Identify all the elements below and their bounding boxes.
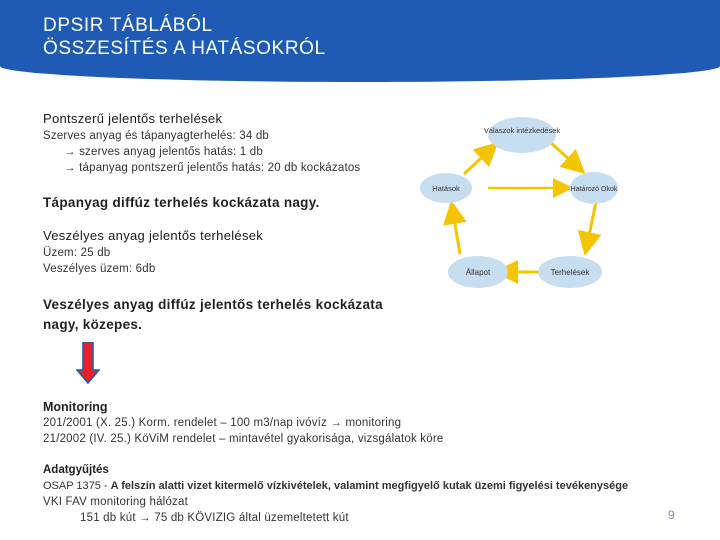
- section-point-loads-heading: Pontszerű jelentős terhelések: [43, 111, 223, 126]
- section-point-loads-line1: Szerves anyag és tápanyagterhelés: 34 db: [43, 130, 270, 142]
- page-number: 9: [668, 508, 675, 522]
- section-hazardous-line1: Üzem: 25 db: [43, 247, 111, 259]
- right-arrow-icon: →: [139, 512, 151, 524]
- title-line-1: DPSIR TÁBLÁBÓL: [43, 15, 213, 36]
- page-title: [43, 14, 326, 60]
- right-arrow-icon: →: [330, 417, 343, 429]
- diagram-node-responses: [488, 117, 556, 153]
- statement-hazardous-risk-line1: Veszélyes anyag diffúz jelentős terhelés kockázata: [43, 297, 383, 312]
- section-point-loads-line2-text: szerves anyag jelentős hatás: 1 db: [79, 146, 263, 158]
- diagram-label-impacts: Hatások: [432, 184, 460, 193]
- dpsir-diagram: [418, 110, 618, 295]
- right-arrow-icon: →: [64, 146, 76, 158]
- data-collection-line1-bold: A felszín alatti vizet kitermelő vízkivételek, valamint megfigyelő kutak üzemi figyelési tevékenysége: [110, 480, 629, 492]
- data-collection-line1-prefix: OSAP 1375 -: [43, 480, 111, 492]
- diagram-arrow: [464, 146, 494, 174]
- diagram-arrow: [586, 202, 596, 250]
- section-hazardous-heading: Veszélyes anyag jelentős terhelések: [43, 228, 264, 243]
- diagram-label-drivers: Határozó Okok: [570, 186, 618, 193]
- diagram-label-responses: Válaszok intézkedések: [483, 126, 561, 135]
- data-collection-heading: Adatgyűjtés: [43, 464, 109, 476]
- monitoring-line1-tail: monitoring: [345, 417, 402, 429]
- monitoring-line2: 21/2002 (IV. 25.) KöViM rendelet – mintavétel gyakorisága, vizsgálatok köre: [43, 433, 444, 445]
- section-hazardous-line2: Veszélyes üzem: 6db: [43, 263, 156, 275]
- diagram-label-state: Állapot: [465, 268, 491, 277]
- data-collection-line3-tail: 75 db KÖVIZIG által üzemeltetett kút: [154, 512, 349, 524]
- right-arrow-icon: →: [64, 162, 76, 174]
- section-point-loads-line3-text: tápanyag pontszerű jelentős hatás: 20 db kockázatos: [79, 162, 361, 174]
- red-down-arrow-icon: [76, 342, 100, 384]
- title-line-2: ÖSSZESÍTÉS A HATÁSOKRÓL: [43, 38, 326, 59]
- data-collection-line3: [80, 512, 349, 524]
- statement-nutrient-risk: Tápanyag diffúz terhelés kockázata nagy.: [43, 195, 320, 210]
- monitoring-line1-text: 201/2001 (X. 25.) Korm. rendelet – 100 m3/nap ivóvíz: [43, 417, 328, 429]
- monitoring-line1: [43, 417, 401, 429]
- section-point-loads-line3: [64, 162, 360, 174]
- data-collection-line3-text: 151 db kút: [80, 512, 136, 524]
- statement-hazardous-risk-line2: nagy, közepes.: [43, 317, 143, 332]
- diagram-label-pressures: Terhelések: [550, 268, 590, 277]
- monitoring-heading: Monitoring: [43, 400, 108, 414]
- diagram-arrow: [550, 142, 581, 170]
- section-point-loads-line2: [64, 146, 263, 158]
- data-collection-line1: [43, 480, 628, 492]
- data-collection-line2: VKI FAV monitoring hálózat: [43, 496, 188, 508]
- diagram-arrow: [452, 206, 460, 254]
